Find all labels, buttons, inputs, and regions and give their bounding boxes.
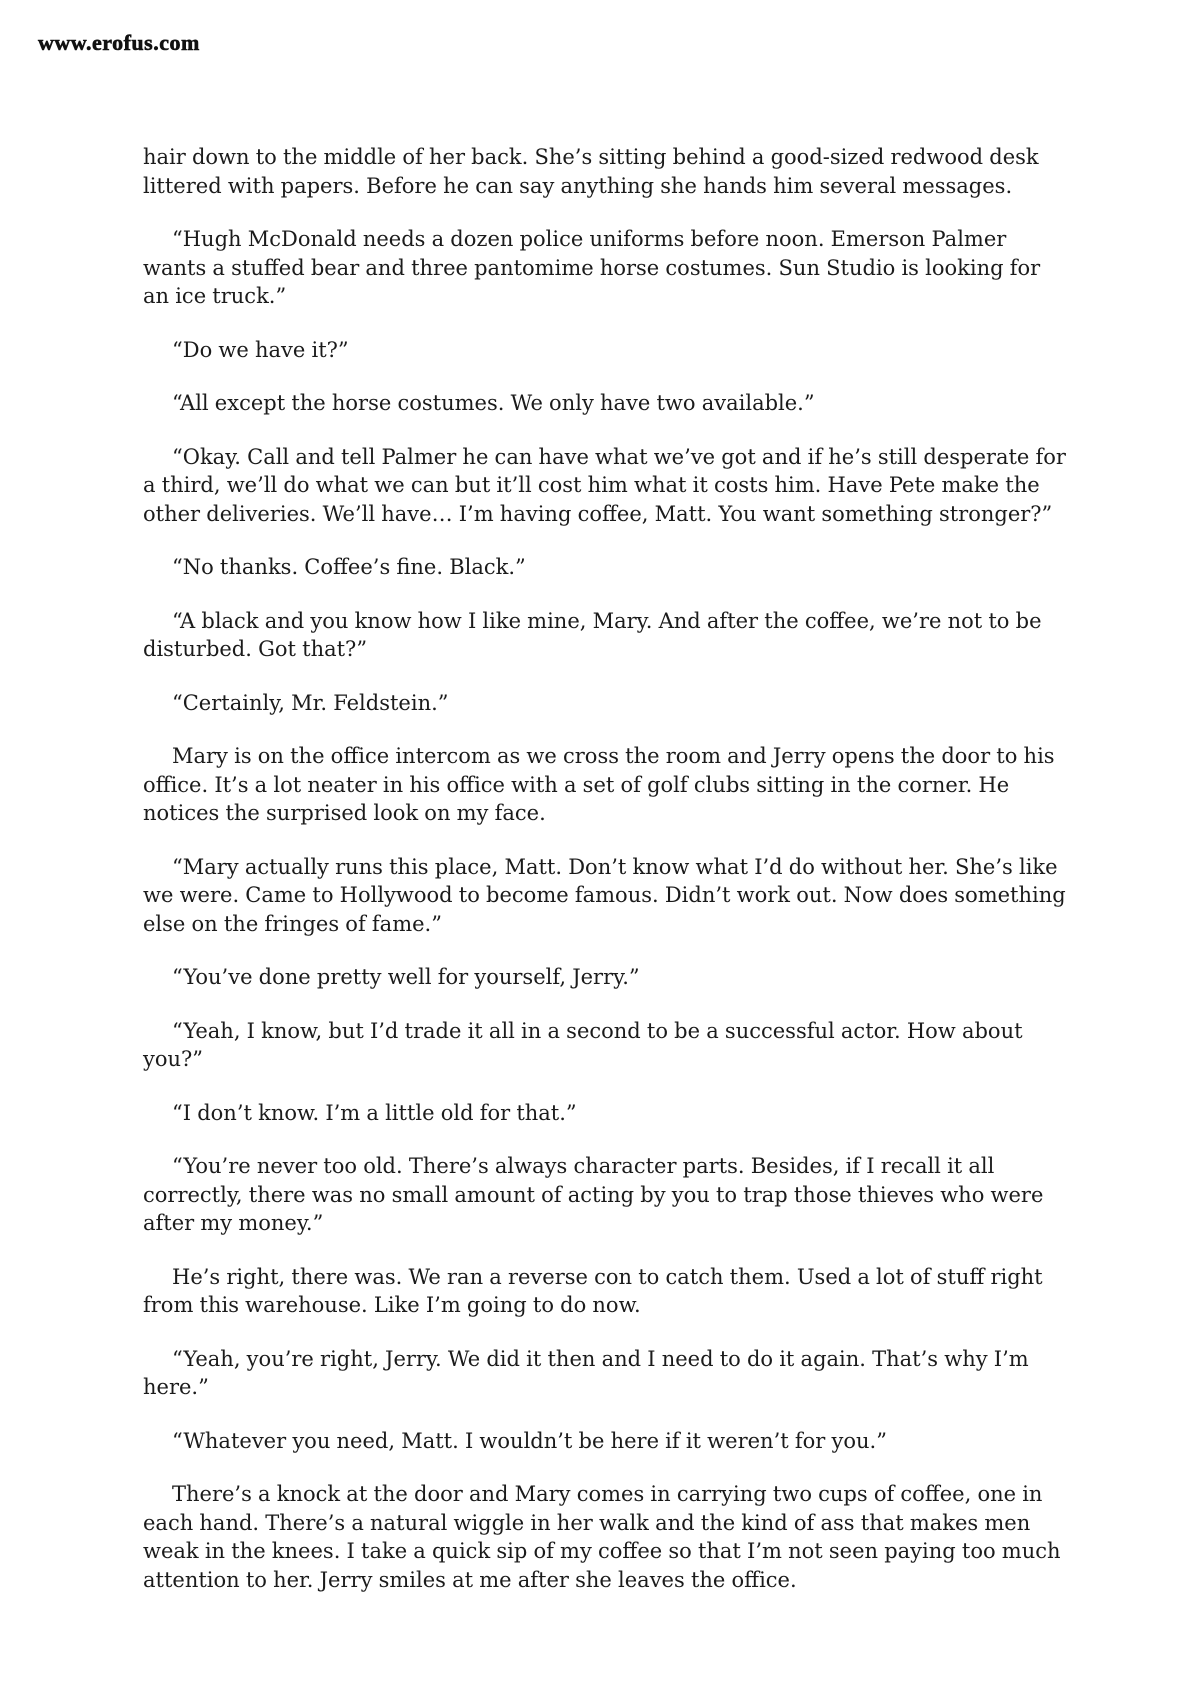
paragraph: “Yeah, you’re right, Jerry. We did it then and I need to do it again. That’s why I’m here.” [143,1346,1029,1399]
paragraph: “Okay. Call and tell Palmer he can have what we’ve got and if he’s still desperate for a third, we’ll do what we can but it’ll cost him what it costs him. Have Pete make the other deliveries. We’ll have… I’m having coffee, Matt. You want something stronger?” [143,444,1066,526]
paragraph: “Whatever you need, Matt. I wouldn’t be here if it weren’t for you.” [172,1428,887,1453]
site-watermark: www.erofus.com [38,30,200,55]
page-body [143,143,1071,1619]
paragraph: “You’re never too old. There’s always character parts. Besides, if I recall it all correctly, there was no small amount of acting by you to trap those thieves who were after my money.” [143,1154,1044,1235]
paragraph: “A black and you know how I like mine, Mary. And after the coffee, we’re not to be disturbed. Got that?” [143,608,1042,661]
paragraph: Mary is on the office intercom as we cross the room and Jerry opens the door to his office. It’s a lot neater in his office with a set of golf clubs sitting in the corner. He notices the surprised look on my face. [143,744,1055,825]
paragraph: “Do we have it?” [172,337,349,362]
paragraph: “No thanks. Coffee’s fine. Black.” [172,555,526,579]
paragraph: “I don’t know. I’m a little old for that.” [172,1100,577,1125]
paragraph: “Certainly, Mr. Feldstein.” [172,690,449,715]
paragraph: hair down to the middle of her back. She’s sitting behind a good-sized redwood desk littered with papers. Before he can say anything she hands him several messages. [143,145,1039,198]
paragraph: “All except the horse costumes. We only have two available.” [172,391,815,415]
paragraph: “Mary actually runs this place, Matt. Don’t know what I’d do without her. She’s like we were. Came to Hollywood to become famous. Didn’t work out. Now does something else on the fringes of fame.” [143,854,1066,936]
paragraph: “Hugh McDonald needs a dozen police uniforms before noon. Emerson Palmer wants a stuffed bear and three pantomime horse costumes. Sun Studio is looking for an ice truck.” [143,227,1041,308]
paragraph: There’s a knock at the door and Mary comes in carrying two cups of coffee, one in each hand. There’s a natural wiggle in her walk and the kind of ass that makes men weak in the knees. I take a quick sip of my coffee so that I’m not seen paying too much attention to her. Jerry smiles at me after she leaves the office. [143,1482,1061,1592]
paragraph: “Yeah, I know, but I’d trade it all in a second to be a successful actor. How about you?” [143,1018,1023,1071]
paragraph: He’s right, there was. We ran a reverse con to catch them. Used a lot of stuff right from this warehouse. Like I’m going to do now. [143,1264,1043,1317]
paragraph: “You’ve done pretty well for yourself, Jerry.” [172,965,640,989]
